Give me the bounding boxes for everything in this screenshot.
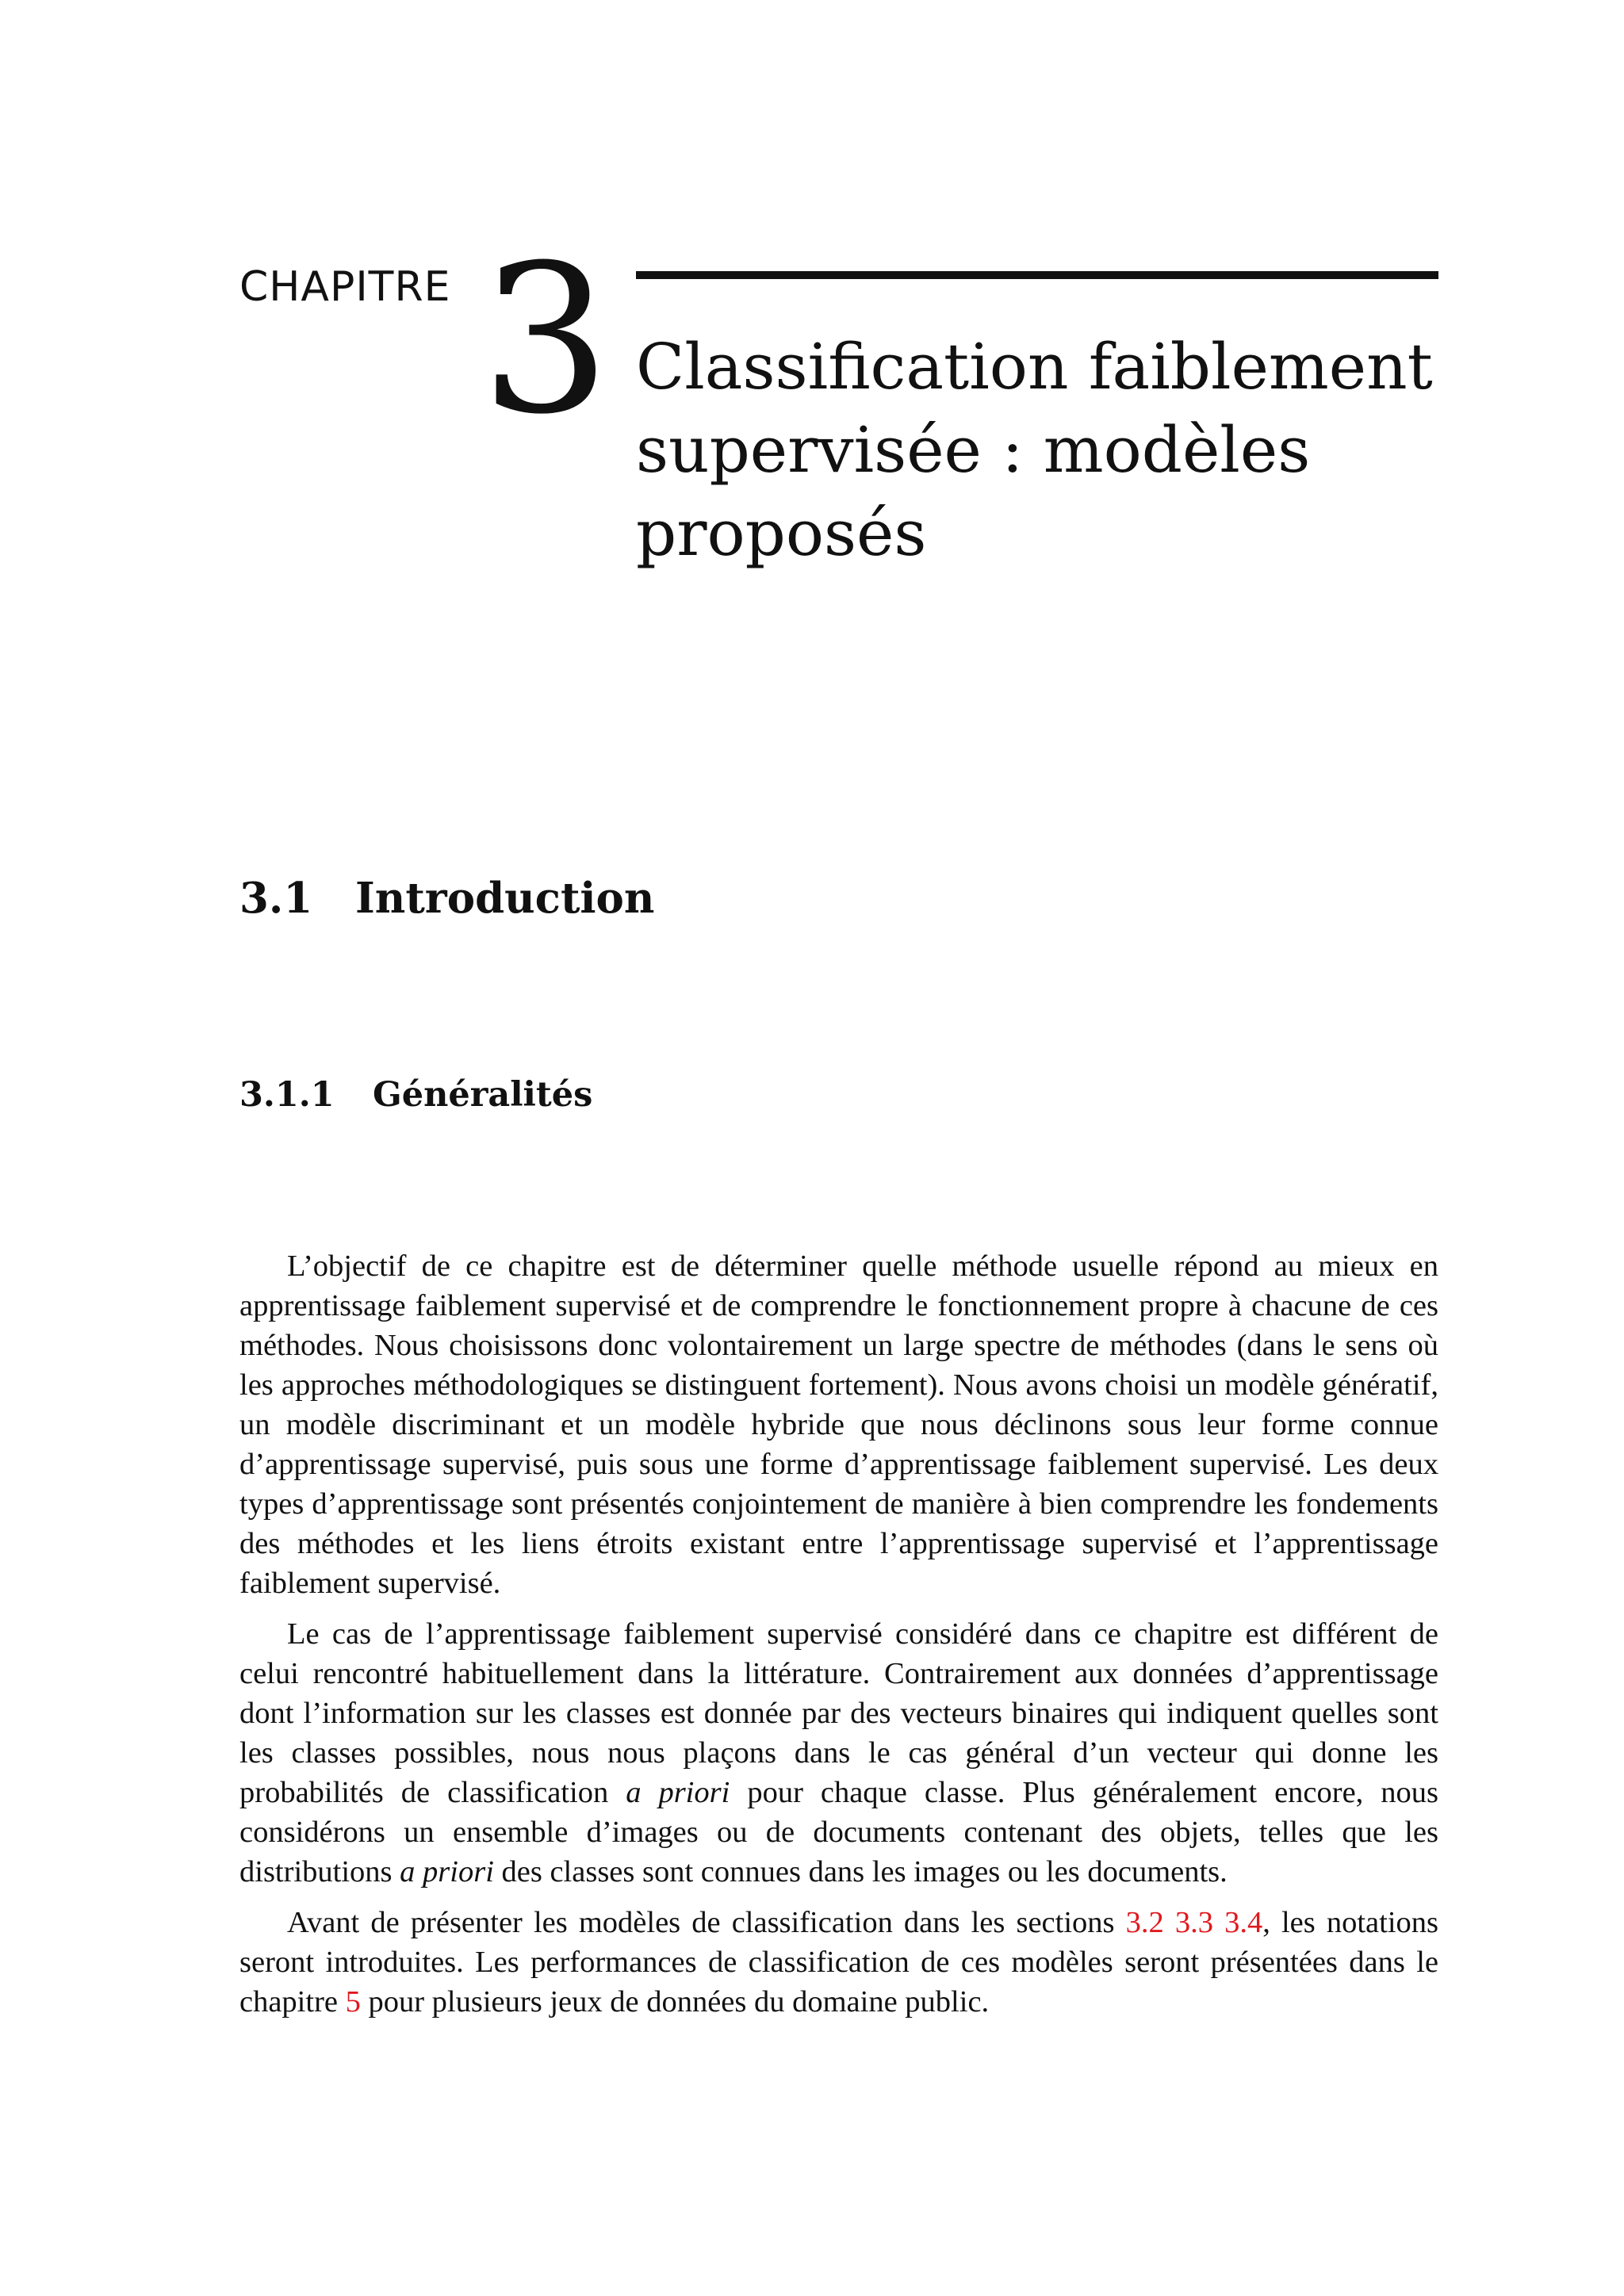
subsection-title: Généralités (373, 1075, 593, 1115)
chapter-number: 3 (481, 221, 611, 459)
chapter-label: CHAPITRE (239, 263, 451, 311)
paragraph-2-text-1: Le cas de l’apprentissage faiblement supervisé considéré dans ce chapitre est différent de celui rencontré habituellement dans la littérature. Contrairement aux données d’apprentissage dont l’information sur les classes est donnée par des vecteurs binaires qui indiquent quelles sont les classes possibles, nous nous plaçons dans le cas général d’un vecteur qui donne les probabilités de classification (239, 1617, 1438, 1809)
paragraph-3-text-3: pour plusieurs jeux de données du domaine public. (368, 1985, 990, 2019)
section-title: Introduction (355, 874, 655, 923)
paragraph-2-emphasis-1: a priori (626, 1776, 730, 1809)
paragraph-3-text-2: , les notations seront introduites. Les performances de classification de ces modèles seront présentées dans le chapitre (239, 1906, 1439, 2019)
body-text (239, 1246, 1438, 2033)
paragraph-1: L’objectif de ce chapitre est de déterminer quelle méthode usuelle répond au mieux en apprentissage faiblement supervisé et de comprendre le fonctionnement propre à chacune de ces méthodes. Nous choisissons donc volontairement un large spectre de méthodes (dans le sens où les approches méthodologiques se distinguent fortement). Nous avons choisi un modèle génératif, un modèle discriminant et un modèle hybride que nous déclinons sous leur forme connue d’apprentissage supervisé, puis sous une forme d’apprentissage faiblement supervisé. Les deux types d’apprentissage sont présentés conjointement de manière à bien comprendre les fondements des méthodes et les liens étroits existant entre l’apprentissage supervisé et l’apprentissage faiblement supervisé. (239, 1249, 1438, 1600)
paragraph-2 (239, 1614, 1438, 1892)
section-ref-3-4[interactable]: 3.4 (1224, 1906, 1263, 1939)
paragraph-3-text-1: Avant de présenter les modèles de classification dans les sections (287, 1906, 1115, 1939)
paragraph-3 (239, 1903, 1438, 2022)
subsection-number: 3.1.1 (239, 1075, 335, 1115)
paragraph-2-emphasis-2: a priori (400, 1855, 494, 1888)
section-number: 3.1 (239, 874, 313, 923)
chapter-title: Classification faiblement supervisée : modèles proposés (636, 330, 1433, 570)
section-ref-3-2[interactable]: 3.2 (1125, 1906, 1164, 1939)
subsection-heading (239, 1073, 592, 1117)
section-heading (239, 871, 654, 926)
chapter-rule (636, 271, 1438, 279)
chapter-ref-5[interactable]: 5 (345, 1985, 361, 2019)
paragraph-2-text-3: des classes sont connues dans les images ou les documents. (501, 1855, 1228, 1888)
paragraph-2-text-2: pour chaque classe. Plus généralement encore, nous considérons un ensemble d’images ou de documents contenant des objets, telles que les distributions (239, 1776, 1439, 1888)
section-ref-3-3[interactable]: 3.3 (1174, 1906, 1213, 1939)
